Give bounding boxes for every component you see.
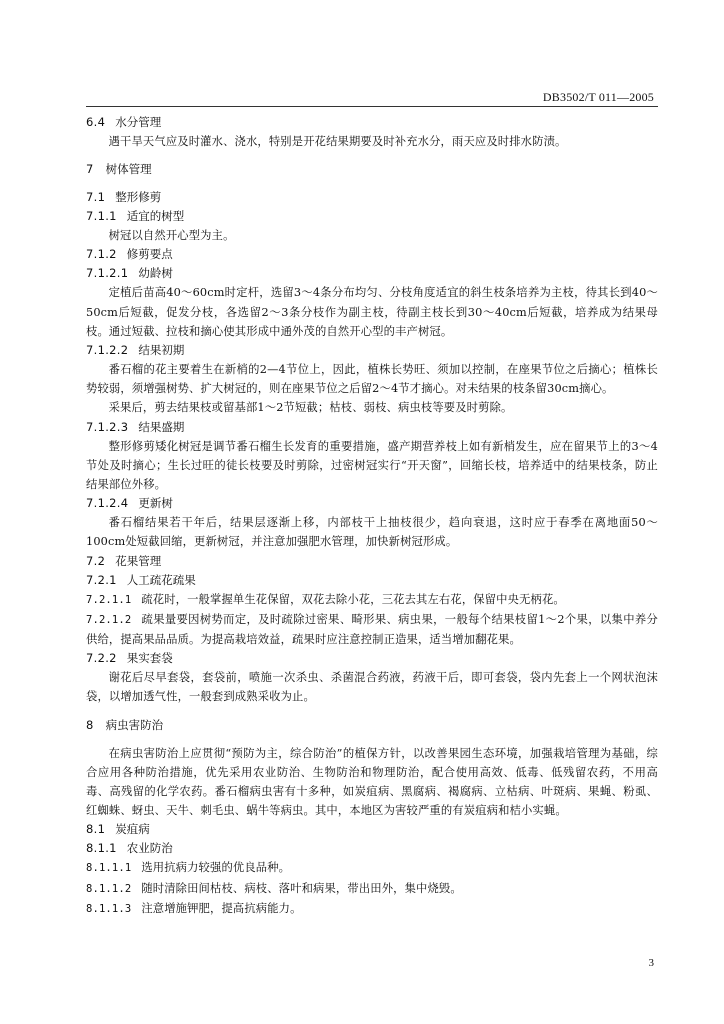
- section-heading: [86, 571, 658, 590]
- heading-title: 炭疽病: [115, 822, 150, 837]
- heading-number: 7.1.2: [86, 247, 117, 262]
- paragraph: 番石榴结果若干年后，结果层逐渐上移，内部枝干上抽枝很少，趋向衰退，这时应于春季在离地面50～100cm处短截回缩，更新树冠，并注意加强肥水管理，加快新树冠形成。: [86, 516, 658, 549]
- heading-number: 7.2.2: [86, 651, 117, 666]
- section-heading: [86, 820, 658, 839]
- heading-title: 修剪要点: [126, 247, 173, 262]
- item-text: 疏果量要因树势而定，及时疏除过密果、畸形果、病虫果，一般每个结果枝留1～2个果，以集中养分供给，提高果品品质。为提高栽培效益，疏果时应注意控制正造果，适当增加翻花果。: [86, 612, 658, 647]
- paragraph: 定植后苗高40～60cm时定杆，选留3～4条分布均匀、分枝角度适宜的斜生枝条培养为主枝，待其长到40～50cm后短截，促发分枝，各选留2～3条分枝作为副主枝，待副主枝长到30～40cm后短截，培养成为结果母枝。通过短截、拉枝和摘心使其形成中通外茂的自然开心型的丰产树冠。: [86, 286, 658, 338]
- heading-number: 7.1.1: [86, 209, 117, 224]
- section-heading: [86, 552, 658, 571]
- heading-number: 7: [86, 162, 94, 177]
- heading-title: 病虫害防治: [105, 717, 164, 732]
- heading-title: 结果初期: [138, 343, 185, 358]
- standard-code: DB3502/T 011—2005: [542, 90, 654, 104]
- document-body: [86, 113, 658, 919]
- heading-title: 结果盛期: [138, 419, 185, 434]
- numbered-item: [86, 899, 658, 919]
- heading-number: 7.1.2.1: [86, 266, 129, 281]
- section-heading: [86, 188, 658, 207]
- heading-number: 7.1.2.2: [86, 343, 129, 358]
- paragraph: 采果后，剪去结果枝或留基部1～2节短截；枯枝、弱枝、病虫枝等要及时剪除。: [108, 401, 513, 415]
- numbered-item: [86, 879, 658, 899]
- heading-title: 人工疏花疏果: [126, 572, 196, 587]
- section-heading: [86, 418, 658, 437]
- paragraph: 在病虫害防治上应贯彻“预防为主，综合防治”的植保方针，以改善果园生态环境，加强栽培管理为基础，综合应用各种防治措施，优先采用农业防治、生物防治和物理防治，配合使用高效、低毒、低残留农药，不用高毒、高残留的化学农药。番石榴病虫害有十多种，如炭疽病、黑腐病、褐腐病、立枯病、叶斑病、果蝇、粉虱、红蜘蛛、蚜虫、天牛、刺毛虫、蜗牛等病虫。其中，本地区为害较严重的有炭疽病和桔小实蝇。: [86, 746, 658, 818]
- section-heading: [86, 245, 658, 264]
- heading-title: 树体管理: [105, 162, 152, 177]
- numbered-item: [86, 590, 658, 610]
- heading-number: 7.2: [86, 553, 106, 568]
- item-number: 8.1.1.1: [86, 862, 132, 875]
- heading-number: 7.2.1: [86, 572, 117, 587]
- heading-number: 7.1.2.4: [86, 496, 129, 511]
- heading-title: 整形修剪: [115, 190, 162, 205]
- paragraph: 整形修剪矮化树冠是调节番石榴生长发育的重要措施，盛产期营养枝上如有新梢发生，应在留果节上的3～4节处及时摘心；生长过旺的徒长枝要及时剪除，过密树冠实行“开天窗”，回缩长枝，培养适中的结果枝条，防止结果部位外移。: [86, 439, 658, 492]
- paragraph: 谢花后尽早套袋，套袋前，喷施一次杀虫、杀菌混合药液，药液干后，即可套袋，袋内先套上一个网状泡沫袋，以增加透气性，一般套到成熟采收为止。: [86, 671, 658, 704]
- heading-title: 农业防治: [126, 841, 173, 856]
- chapter-heading: [86, 160, 658, 179]
- paragraph: 番石榴的花主要着生在新梢的2—4节位上，因此，植株长势旺、须加以控制，在座果节位之后摘心；植株长势较弱，须增强树势、扩大树冠的，则在座果节位之后留2～4节才摘心。对未结果的枝条留30cm摘心。: [86, 363, 658, 396]
- section-heading: [86, 113, 658, 132]
- item-number: 7.2.1.2: [86, 613, 132, 626]
- heading-title: 更新树: [138, 496, 173, 511]
- item-text: 随时清除田间枯枝、病枝、落叶和病果，带出田外，集中烧毁。: [141, 881, 462, 895]
- item-text: 疏花时，一般掌握单生花保留，双花去除小花，三花去其左右花，保留中央无柄花。: [141, 592, 565, 606]
- header-rule: [86, 106, 658, 107]
- section-heading: [86, 264, 658, 283]
- section-heading: [86, 649, 658, 668]
- heading-number: 7.1: [86, 190, 106, 205]
- heading-title: 适宜的树型: [126, 209, 185, 224]
- heading-number: 8.1.1: [86, 841, 117, 856]
- chapter-heading: [86, 716, 658, 735]
- section-heading: [86, 839, 658, 858]
- page-number: 3: [648, 957, 654, 969]
- heading-title: 幼龄树: [138, 266, 173, 281]
- heading-number: 7.1.2.3: [86, 419, 129, 434]
- numbered-item: [86, 610, 658, 649]
- heading-number: 8.1: [86, 822, 106, 837]
- heading-title: 果实套袋: [126, 651, 173, 666]
- section-heading: [86, 494, 658, 513]
- heading-number: 6.4: [86, 115, 106, 129]
- item-number: 8.1.1.2: [86, 882, 132, 895]
- section-heading: [86, 207, 658, 226]
- item-text: 注意增施钾肥，提高抗病能力。: [141, 901, 302, 915]
- heading-number: 8: [86, 717, 94, 732]
- item-text: 选用抗病力较强的优良品种。: [141, 861, 291, 875]
- numbered-item: [86, 858, 658, 878]
- item-number: 7.2.1.1: [86, 593, 132, 606]
- heading-title: 花果管理: [115, 553, 162, 568]
- heading-title: 水分管理: [115, 115, 162, 129]
- paragraph: 遇干旱天气应及时灌水、浇水，特别是开花结果期要及时补充水分，雨天应及时排水防渍。: [108, 135, 567, 148]
- section-heading: [86, 341, 658, 360]
- item-number: 8.1.1.3: [86, 902, 132, 915]
- paragraph: 树冠以自然开心型为主。: [108, 229, 235, 243]
